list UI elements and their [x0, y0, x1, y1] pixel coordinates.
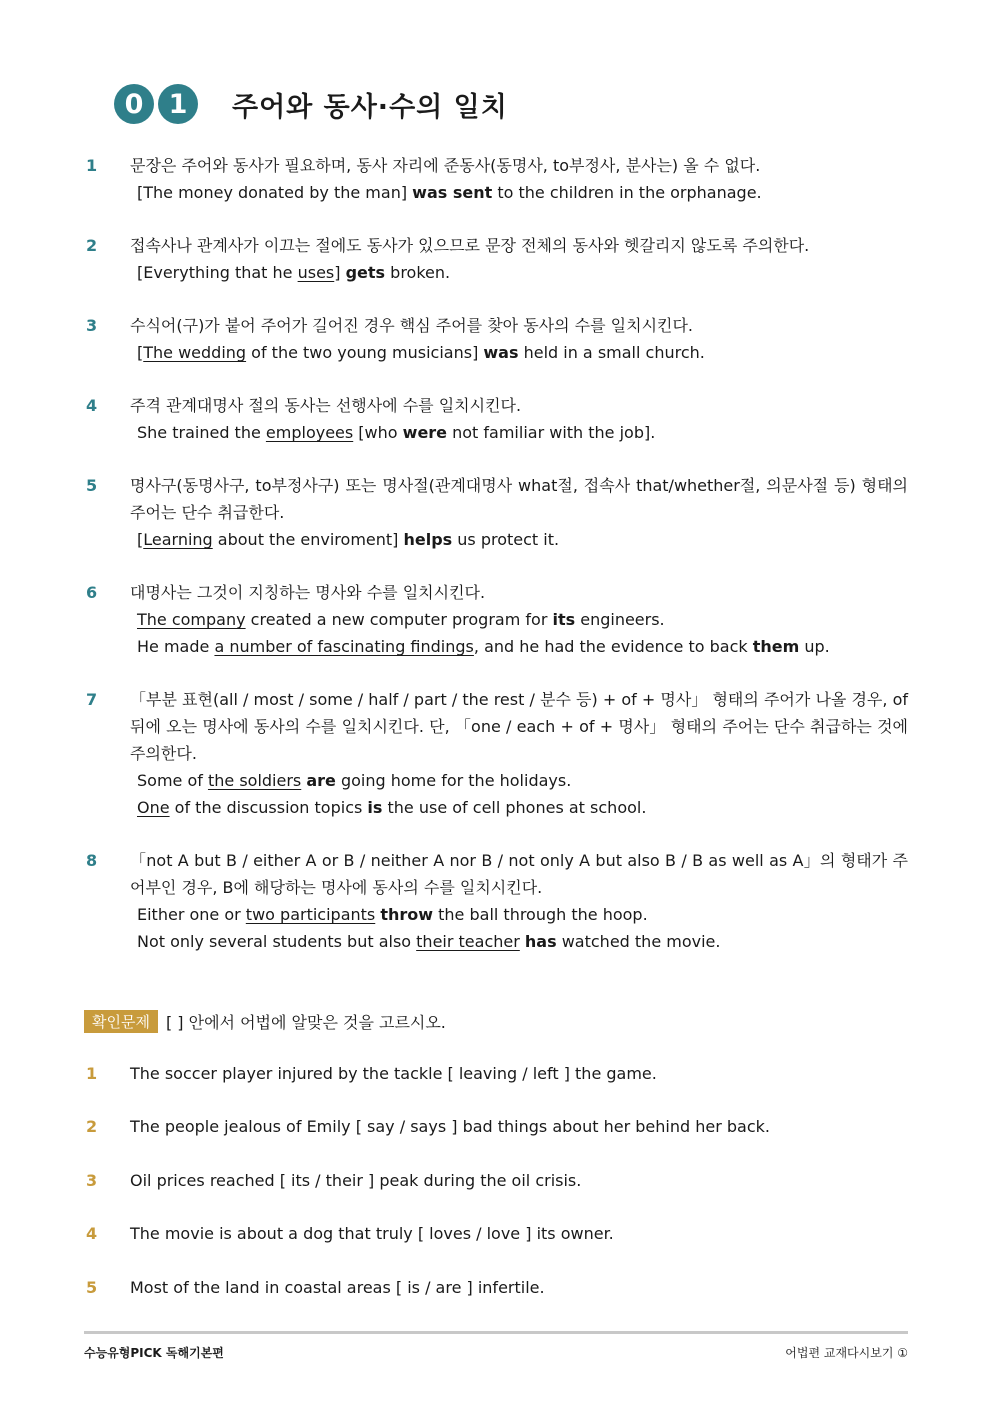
- page-title: 주어와 동사·수의 일치: [232, 91, 508, 123]
- check-instruction: [ ] 안에서 어법에 알맞은 것을 고르시오.: [165, 1013, 446, 1032]
- grammar-rule: [84, 232, 908, 286]
- section-number-digit: 0: [114, 84, 154, 124]
- rule-number: 3: [86, 316, 98, 335]
- verb-highlight: has: [524, 932, 557, 951]
- section-number-digit: 1: [158, 84, 198, 124]
- rule-number: 1: [86, 156, 98, 175]
- subject-underline: Learning: [143, 530, 213, 549]
- rule-explanation: 「부분 표현(all / most / some / half / part / the rest / 분수 등) + of + 명사」 형태의 주어가 나올 경우, of 뒤에 오는 명사에 동사의 수를 일치시킨다. 단, 「one / each + of + 명사」 형태의 주어는 단수 취급하는 것에 주의한다.: [130, 690, 908, 763]
- example-text: He made: [137, 637, 215, 656]
- footer-book-title: 수능유형PICK 독해기본편: [84, 1346, 224, 1360]
- question-number: 5: [86, 1277, 98, 1297]
- verb-highlight: was sent: [412, 183, 493, 202]
- example-text: Not only several students but also: [137, 932, 417, 951]
- example-text: [Everything that he: [137, 263, 298, 282]
- grammar-rule: [84, 847, 908, 955]
- rule-explanation: 「not A but B / either A or B / neither A nor B / not only A but also B / B as well as A」의 형태가 주어부인 경우, B에 해당하는 명사에 동사의 수를 일치시킨다.: [130, 851, 908, 897]
- verb-highlight: is: [367, 798, 383, 817]
- subject-underline: the soldiers: [207, 771, 302, 790]
- subject-underline: uses: [297, 263, 335, 282]
- example-sentence: [130, 339, 908, 366]
- question-text: The soccer player injured by the tackle [ leaving / left ] the game.: [130, 1064, 657, 1083]
- grammar-rule: [84, 686, 908, 821]
- grammar-rule: [84, 392, 908, 446]
- rule-explanation: 명사구(동명사구, to부정사구) 또는 명사절(관계대명사 what절, 접속사 that/whether절, 의문사절 등) 형태의 주어는 단수 취급한다.: [130, 476, 908, 522]
- grammar-rule: [84, 579, 908, 660]
- example-text: [: [137, 343, 144, 362]
- question-number: 3: [86, 1170, 98, 1190]
- rule-explanation: 문장은 주어와 동사가 필요하며, 동사 자리에 준동사(동명사, to부정사, 분사는) 올 수 없다.: [130, 156, 761, 175]
- rule-body: [130, 579, 908, 660]
- section-title: [114, 84, 508, 124]
- verb-highlight: helps: [403, 530, 453, 549]
- example-text: not familiar with the job].: [447, 423, 656, 442]
- question-item: [84, 1220, 908, 1273]
- example-text: Either one or: [137, 905, 246, 924]
- question-text: The movie is about a dog that truly [ loves / love ] its owner.: [130, 1224, 614, 1244]
- check-problem-header: [84, 1010, 446, 1033]
- example-text: [: [137, 530, 144, 549]
- question-text: Most of the land in coastal areas [ is / are ] infertile.: [130, 1277, 545, 1297]
- example-sentence: [130, 179, 908, 206]
- rule-body: [130, 472, 908, 553]
- rule-body: [130, 847, 908, 955]
- question-list: [84, 1060, 908, 1327]
- example-sentence: [130, 259, 908, 286]
- example-text: Some of: [137, 771, 208, 790]
- question-text: The people jealous of Emily [ say / says ] bad things about her behind her back.: [130, 1117, 770, 1137]
- rule-number: 5: [86, 476, 98, 495]
- footer-section-label: 어법편 교재다시보기 ①: [785, 1346, 908, 1360]
- rule-body: [130, 392, 908, 446]
- verb-highlight: gets: [345, 263, 386, 282]
- subject-underline: a number of fascinating findings: [214, 637, 474, 656]
- rule-number: 6: [86, 583, 98, 602]
- question-item: [84, 1060, 908, 1113]
- subject-underline: employees: [265, 423, 354, 442]
- question-item: [84, 1274, 908, 1327]
- verb-highlight: its: [552, 610, 576, 629]
- example-text: of the two young musicians]: [246, 343, 484, 362]
- example-text: She trained the: [137, 423, 266, 442]
- grammar-rule: [84, 472, 908, 553]
- rule-explanation: 접속사나 관계사가 이끄는 절에도 동사가 있으므로 문장 전체의 동사와 헷갈리지 않도록 주의한다.: [130, 236, 810, 255]
- example-sentence: [130, 526, 908, 553]
- rule-explanation: 주격 관계대명사 절의 동사는 선행사에 수를 일치시킨다.: [130, 396, 522, 415]
- example-text: ]: [334, 263, 346, 282]
- example-text: of the discussion topics: [169, 798, 368, 817]
- verb-highlight: was: [483, 343, 519, 362]
- example-text: about the enviroment]: [212, 530, 404, 549]
- question-number: 1: [86, 1064, 98, 1083]
- verb-highlight: them: [752, 637, 800, 656]
- example-text: engineers.: [575, 610, 665, 629]
- example-text: held in a small church.: [518, 343, 705, 362]
- example-sentence: [130, 767, 908, 794]
- question-text: Oil prices reached [ its / their ] peak during the oil crisis.: [130, 1170, 582, 1190]
- grammar-rule: [84, 152, 908, 206]
- rule-body: [130, 686, 908, 821]
- example-text: created a new computer program for: [245, 610, 553, 629]
- subject-underline: their teacher: [416, 932, 520, 951]
- verb-highlight: were: [402, 423, 448, 442]
- rule-body: [130, 232, 908, 286]
- rule-number: 4: [86, 396, 98, 415]
- example-text: the ball through the hoop.: [433, 905, 648, 924]
- rule-body: [130, 312, 908, 366]
- rule-body: [130, 152, 908, 206]
- example-sentence: [130, 419, 908, 446]
- question-number: 4: [86, 1224, 98, 1244]
- question-item: [84, 1167, 908, 1220]
- example-sentence: [130, 928, 908, 955]
- example-text: [The money donated by the man]: [137, 183, 413, 202]
- footer-divider: [84, 1331, 908, 1334]
- verb-highlight: are: [306, 771, 336, 790]
- example-sentence: [130, 606, 908, 633]
- example-text: us protect it.: [452, 530, 560, 549]
- rule-number: 8: [86, 851, 98, 870]
- rule-explanation: 수식어(구)가 붙어 주어가 길어진 경우 핵심 주어를 찾아 동사의 수를 일치시킨다.: [130, 316, 694, 335]
- example-sentence: [130, 633, 908, 660]
- subject-underline: The company: [137, 610, 246, 629]
- rule-number: 7: [86, 690, 98, 709]
- subject-underline: two participants: [245, 905, 376, 924]
- example-text: , and he had the evidence to back: [473, 637, 753, 656]
- example-text: broken.: [385, 263, 451, 282]
- question-item: [84, 1113, 908, 1166]
- rule-number: 2: [86, 236, 98, 255]
- example-sentence: [130, 901, 908, 928]
- grammar-rule: [84, 312, 908, 366]
- example-text: the use of cell phones at school.: [382, 798, 647, 817]
- rule-explanation: 대명사는 그것이 지칭하는 명사와 수를 일치시킨다.: [130, 583, 486, 602]
- subject-underline: One: [137, 798, 170, 817]
- example-text: going home for the holidays.: [335, 771, 572, 790]
- verb-highlight: throw: [380, 905, 434, 924]
- example-text: to the children in the orphanage.: [492, 183, 762, 202]
- example-text: up.: [799, 637, 830, 656]
- check-problem-badge: 확인문제: [84, 1010, 158, 1033]
- example-text: [who: [353, 423, 403, 442]
- grammar-rules-list: [84, 152, 908, 981]
- question-number: 2: [86, 1117, 98, 1137]
- example-text: watched the movie.: [556, 932, 721, 951]
- example-sentence: [130, 794, 908, 821]
- subject-underline: The wedding: [143, 343, 247, 362]
